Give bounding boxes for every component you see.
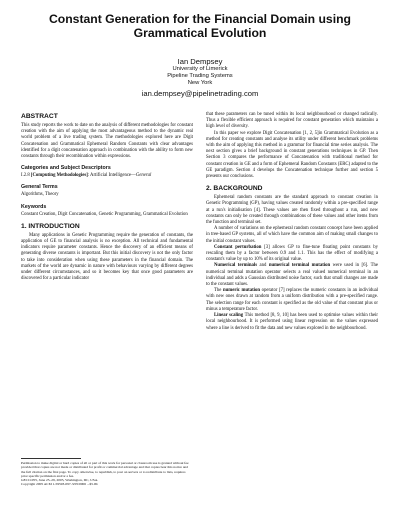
linear-scaling-text: This method [8, 9, 10] has been used to optimise values within their local neighbourhood. It is performed using linear regression on the values expressed where a line is derived to fit the data and new values explored in the neighbourhood. <box>206 313 379 331</box>
general-terms-text: Algorithms, Theory <box>21 192 59 198</box>
footnote-rule <box>21 458 81 459</box>
constant-perturbation-paragraph <box>206 245 378 264</box>
numerical-terminals-text: were used in [6]. The numerical terminal mutation operator selects a real valued numerical terminal in an individual and adds a Gaussian distributed noise factor, such that small changes are made to the constant values. <box>206 263 378 288</box>
abstract-heading: ABSTRACT <box>21 113 58 120</box>
intro-text: Many applications in Genetic Programming require the generation of constants, the application of GE to financial analysis is no exception. All technical and fundamental indicators require parameter constants. Hence the discovery of an efficient means of generating diverse constants is important. But this initial discovery is not the only factor to take into consideration when using these parameters in the financial domain. The markets of the world are dynamic in nature with behaviours varying by different degrees under different circumstances, and so it becomes key that once good parameters are discovered for a particular indicator <box>21 232 193 282</box>
author-name: Ian Dempsey <box>177 57 223 66</box>
numeric-mutation-paragraph <box>206 288 378 313</box>
constant-perturbation-text: [3] allows GP to fine-tune floating point constants by rescaling them by a factor between 0.9 and 1.1. This has the effect of modifying a constant's value by up to 10% of its original value. <box>206 244 378 263</box>
author-affiliation-3: New York <box>187 80 213 86</box>
linear-scaling-paragraph <box>206 313 378 332</box>
background-heading: 2. BACKGROUND <box>206 185 263 193</box>
numerical-terminals-mid: and <box>257 263 269 269</box>
copyright-footnote: Permission to make digital or hard copies of all or part of this work for personal or classroom use is granted without fee provided that copies are not made or distributed for profit or commercial advantage and that copies bear this notice and the full citation on the first page. To copy otherwise, to republish, to post on servers or to redistribute to lists, requires prior specific permission and/or a fee. GECCO'05, June 25–29, 2005, Washington, DC, USA. Copyright 2005 ACM 1-59593-097-3/05/0006 ...$5.00. <box>21 461 189 487</box>
left-column <box>21 113 193 282</box>
linear-scaling-label: Linear scaling <box>214 313 244 319</box>
author-block <box>0 57 400 99</box>
author-affiliation-2: Pipeline Trading Systems <box>167 73 233 79</box>
category-rest: : Artificial Intelligence— <box>87 173 136 179</box>
general-terms-heading: General Terms <box>21 184 58 191</box>
intro-paragraph-2: In this paper we explore Digit Concatenation [1, 2, 5]in Grammatical Evolution as a method for creating constants and analyse its utility under different benchmark problems with the aim of applying this method in a grammar for financial time series analysis. The next section gives a brief background in constant generations techniques in GP. Then Section 3 compares the performance of Concatenation with traditional method for constant creation in GE and a form of Ephemeral Random Constants (ERC) adapted to the GE paradigm. Section 4 develops the Concatenation technique further and section 5 presents our conclusions. <box>206 130 379 180</box>
right-column <box>206 112 378 332</box>
numerical-terminal-mutation-label: numerical terminal mutation <box>268 263 331 269</box>
keywords-text: Constant Creation, Digit Concatenation, Genetic Programming, Grammatical Evolution <box>21 211 188 217</box>
numeric-mutation-label: numeric mutation <box>223 288 260 294</box>
category-italic: General <box>135 173 152 179</box>
numerical-terminals-label: Numerical terminals <box>214 263 258 269</box>
category-code: I.2.8 <box>21 173 30 179</box>
numeric-mutation-prefix: The <box>214 288 224 294</box>
background-paragraph-2: A number of variations on the ephemeral random constant concept have been applied in tree-based GP systems, all of which have the common aim of making small changes to the initial constant values. <box>206 226 378 244</box>
category-label: [Computing Methodologies] <box>30 173 88 179</box>
numerical-terminals-paragraph <box>206 263 378 288</box>
intro-continued: that these parameters can be tuned within its local neighbourhood or changed radically. Thus a flexible efficient approach is required for constant generation which maintains a high level of diversity. <box>206 112 378 130</box>
numeric-mutation-text: operator [7] replaces the numeric constants in an individual with new ones drawn at random from a uniform distribution with a pre-specified range. The selection range for each constant is specified as the old value of that constant plus or minus a temperature factor. <box>206 288 379 312</box>
intro-heading: 1. INTRODUCTION <box>21 222 80 230</box>
abstract-text: This study reports the work to date on the analysis of different methodologies for constant creation with the aim of applying the most advantageous method to the dynamic real world problem of a live trading system. The methodologies explored here are Digit Concatenation and Grammatical Ephemeral Random Constants with clear advantages identified for a digit concatenation approach in combination with the ability to form new constants through their recombination within expressions. <box>21 123 193 160</box>
author-affiliation-1: University of Limerick <box>172 66 228 72</box>
constant-perturbation-label: Constant perturbation <box>214 244 262 250</box>
keywords-heading: Keywords <box>21 203 47 210</box>
categories-heading: Categories and Subject Descriptors <box>21 165 111 172</box>
paper-title: Constant Generation for the Financial Domain using Grammatical Evolution <box>48 12 351 40</box>
author-email[interactable]: ian.dempsey@pipelinetrading.com <box>141 89 259 98</box>
background-paragraph-1: Ephemeral random constants are the standard approach to constant creation in Genetic Programming (GP), having values created randomly within a pre-specified range at a run's initialisation [4]. These values are then fixed throughout a run, and new constants can only be created through combinations of these values and other items from the function and terminal set. <box>206 195 378 226</box>
